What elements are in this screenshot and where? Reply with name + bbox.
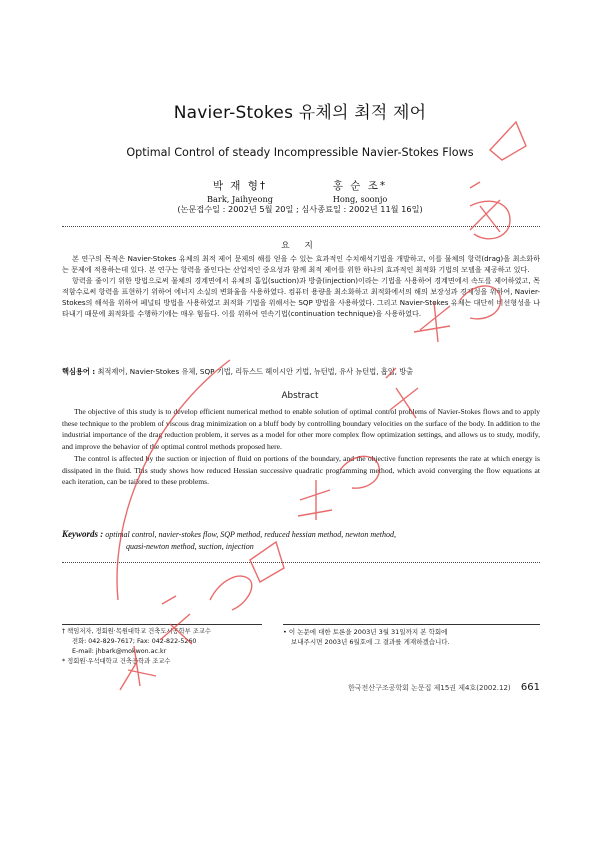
english-keywords (62, 528, 540, 553)
keywords-en-label: Keywords : (62, 529, 104, 539)
discussion-note-line-1: • 이 논문에 대한 토론을 2003년 3월 31일까지 본 학회에 (283, 628, 448, 636)
author-footnotes (62, 624, 262, 667)
author-1-name-en: Bark, Jaihyeong (207, 194, 273, 204)
korean-keywords (62, 367, 540, 377)
abstract-paragraph-1: The objective of this study is to develop efficient numerical method to enable solution of optimal control problems of Navier-Stokes flows and to apply these technique to the problem of viscous drag minimization on a bluff body by controlling boundary velocities on the surface of the body. In addition to the industrial importance of the drag reduction problem, it serves as a model for other more complex flow optimization settings, and allows us to study, modify, and improve the behavior of the optimal control methods proposed here. (62, 407, 540, 452)
keywords-ko-values: 최적제어, Navier-Stokes 유체, SQP 기법, 리듀스드 헤이시안 기법, 뉴턴법, 유사 뉴턴법, 흡입, 방출 (97, 367, 414, 376)
summary-paragraph-2: 항력을 줄이기 위한 방법으로써 물체의 경계면에서 유체의 흡입(suction)과 방출(injection)이라는 기법을 사용하여 경계면에서 속도를 제어하였고, 목적함수로써 항력을 표현하기 위하여 에너지 소실의 변화율을 사용하였다. 컴퓨터 용량을 최소화하고 최적화에서의 해의 보장성과 경제성을 위하여, Navier-Stokes의 해석을 위하여 페널티 방법을 사용하였고 최적화 기법을 위해서는 SQP 방법을 사용하였다. 그리고 Navier-Stokes 유체는 대단히 비선형성을 나타내기 때문에 최적화를 수행하기에는 매우 힘들다. 이를 위하여 연속기법(continuation technique)을 사용하였다. (62, 276, 540, 318)
footnote-line-3: E-mail: jhbark@mokwon.ac.kr (72, 648, 167, 655)
watermark-glyph-3 (210, 576, 252, 610)
paper-title-korean: Navier-Stokes 유체의 최적 제어 (173, 103, 427, 123)
korean-summary (62, 253, 540, 319)
author-1-name-ko: 박 재 형† (212, 180, 268, 192)
english-abstract (62, 406, 540, 488)
discussion-note (283, 624, 540, 647)
summary-heading: 요 지 (281, 241, 319, 251)
keywords-en-line-2: quasi-newton method, suction, injection (126, 542, 254, 551)
author-2 (305, 178, 415, 204)
paper-title-english: Optimal Control of steady Incompressible Navier-Stokes Flows (126, 146, 474, 159)
author-1 (190, 178, 290, 204)
abstract-paragraph-2: The control is affected by the suction or injection of fluid on portions of the boundary, and the objective function represents the rate at which energy is dissipated in the fluid. This study shows how reduced Hessian successive quadratic programming method, which avoid converging the flow equations at each iteration, can be tailored to these problems. (62, 453, 540, 487)
divider-bottom (62, 562, 540, 563)
keywords-en-line-1: optimal control, navier-stokes flow, SQP method, reduced hessian method, newton method, (105, 530, 396, 539)
footnote-line-1: † 책임저자, 정회원·목원대학교 건축도시공학부 조교수 (62, 628, 211, 635)
page-number: 661 (520, 682, 540, 693)
footnote-line-4: * 정회원·우석대학교 건축공학과 조교수 (62, 658, 171, 665)
journal-name: 한국전산구조공학회 논문집 제15권 제4호(2002.12) (348, 684, 511, 692)
author-2-name-en: Hong, soonjo (332, 194, 388, 204)
discussion-note-line-2: 보내주시면 2003년 6월호에 그 결과를 게재하겠습니다. (291, 638, 450, 646)
abstract-heading: Abstract (281, 391, 319, 401)
keywords-ko-label: 핵심용어 : (62, 367, 96, 376)
footnote-line-2: 전화: 042-829-7617; Fax: 042-822-5260 (72, 638, 197, 645)
journal-footer (300, 682, 540, 693)
divider-top (62, 226, 540, 227)
author-2-name-ko: 홍 순 조* (332, 180, 388, 192)
summary-paragraph-1: 본 연구의 목적은 Navier-Stokes 유체의 최적 제어 문제의 해를 얻을 수 있는 효과적인 수치해석기법을 개발하고, 이를 물체의 항력(drag)을 최소화하는 문제에 적용하는데 있다. 본 연구는 항력을 줄인다는 산업적인 중요성과 함께 최적 제어를 위한 하나의 효과적인 최적화 기법의 모델을 제공하고 있다. (62, 254, 540, 274)
submission-dates: (논문접수일 : 2002년 5월 20일 ; 심사종료일 : 2002년 11월 16일) (177, 204, 423, 214)
